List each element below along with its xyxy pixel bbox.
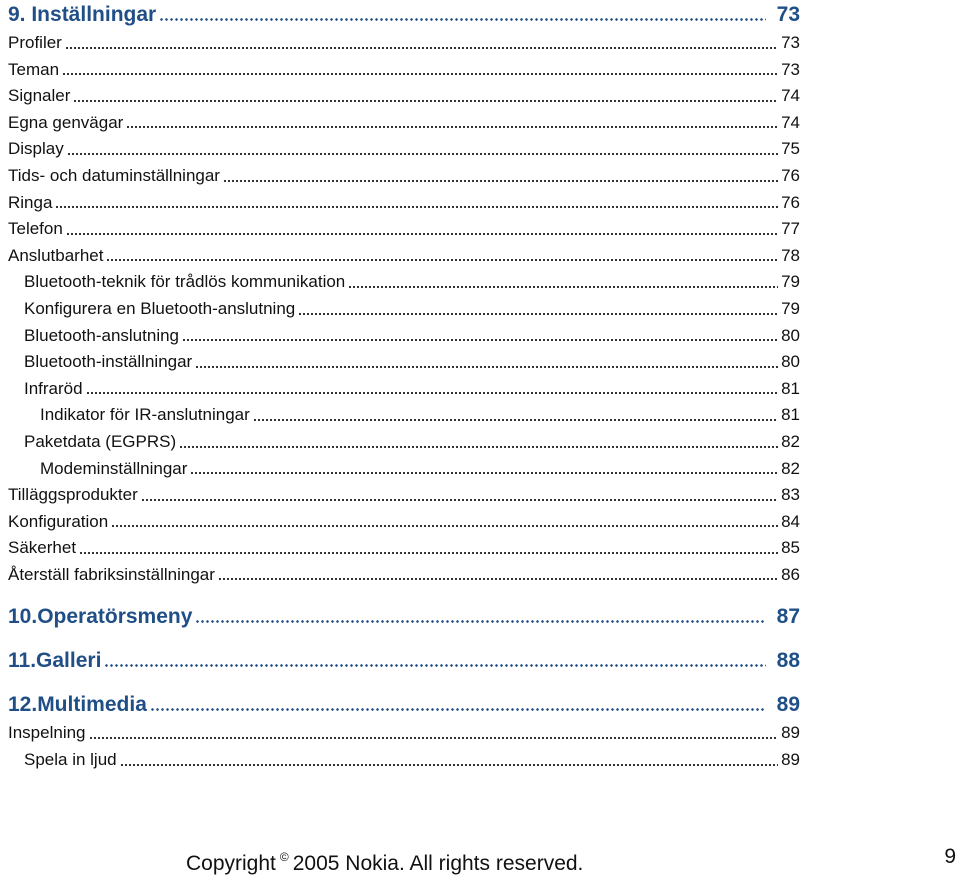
toc-entry[interactable]	[8, 296, 800, 323]
dot-leader	[106, 258, 778, 262]
toc-entry-page: 81	[781, 405, 800, 425]
toc-entry-title: Teman	[8, 59, 60, 79]
toc-entry-title: Tids- och datuminställningar	[8, 165, 220, 185]
toc-entry[interactable]	[8, 323, 800, 350]
toc-entry-page: 75	[781, 139, 800, 159]
toc-entry-title: Bluetooth-teknik för trådlös kommunikation	[24, 272, 346, 292]
toc-entry-page: 88	[776, 649, 800, 673]
dot-leader	[179, 445, 778, 449]
toc-entry-title: 12.Multimedia	[8, 693, 147, 717]
toc-chapter-entry[interactable]	[8, 646, 800, 676]
toc-entry-title: Bluetooth-inställningar	[24, 352, 193, 372]
toc-entry[interactable]	[8, 535, 800, 562]
table-of-contents	[8, 0, 800, 774]
toc-entry-page: 84	[781, 511, 800, 531]
toc-entry[interactable]	[8, 243, 800, 270]
toc-entry-title: 10.Operatörsmeny	[8, 605, 193, 629]
page-number: 9	[944, 845, 956, 868]
toc-entry-page: 89	[781, 750, 800, 770]
toc-entry-title: Egna genvägar	[8, 112, 124, 132]
dot-leader	[195, 619, 765, 624]
toc-entry[interactable]	[8, 456, 800, 483]
toc-entry-page: 73	[781, 33, 800, 52]
toc-entry-page: 79	[781, 298, 800, 318]
dot-leader	[86, 391, 778, 395]
toc-entry-page: 81	[781, 378, 800, 398]
toc-entry-title: Konfiguration	[8, 511, 109, 531]
toc-entry-title: Infraröd	[24, 378, 83, 398]
toc-entry-page: 76	[781, 165, 800, 185]
toc-entry-page: 78	[781, 245, 800, 265]
toc-entry-title: Säkerhet	[8, 538, 77, 558]
toc-entry[interactable]	[8, 562, 800, 589]
toc-entry[interactable]	[8, 216, 800, 243]
dot-leader	[159, 17, 765, 22]
toc-entry-title: Modeminställningar	[40, 458, 188, 478]
toc-entry-title: Display	[8, 139, 64, 159]
dot-leader	[67, 152, 778, 156]
toc-entry[interactable]	[8, 402, 800, 429]
dot-leader	[73, 99, 778, 103]
toc-entry[interactable]	[8, 349, 800, 376]
copyright-symbol: ©	[279, 850, 289, 864]
toc-chapter-entry[interactable]	[8, 0, 800, 30]
dot-leader	[218, 577, 778, 581]
toc-entry-page: 80	[781, 325, 800, 345]
toc-entry-page: 74	[781, 112, 800, 132]
toc-entry[interactable]	[8, 163, 800, 190]
toc-entry-title: Paketdata (EGPRS)	[24, 431, 177, 451]
toc-entry-title: Spela in ljud	[24, 750, 117, 770]
toc-entry-title: Profiler	[8, 33, 62, 52]
toc-entry-page: 86	[781, 564, 800, 584]
toc-entry-title: 11.Galleri	[8, 649, 102, 673]
toc-entry-title: Inspelning	[8, 723, 86, 743]
toc-entry-page: 89	[781, 723, 800, 743]
dot-leader	[141, 498, 778, 502]
dot-leader	[182, 338, 778, 342]
dot-leader	[104, 663, 765, 668]
toc-entry-page: 80	[781, 352, 800, 372]
dot-leader	[66, 232, 778, 236]
toc-entry[interactable]	[8, 429, 800, 456]
toc-entry-title: 9. Inställningar	[8, 3, 157, 26]
dot-leader	[190, 471, 778, 475]
toc-chapter-entry[interactable]	[8, 690, 800, 720]
toc-entry[interactable]	[8, 190, 800, 217]
toc-entry[interactable]	[8, 30, 800, 57]
dot-leader	[89, 736, 779, 740]
dot-leader	[65, 46, 778, 50]
toc-entry[interactable]	[8, 747, 800, 774]
dot-leader	[126, 125, 778, 129]
toc-entry-page: 82	[781, 431, 800, 451]
dot-leader	[79, 551, 778, 555]
toc-chapter-entry[interactable]	[8, 602, 800, 632]
copyright-text: 2005 Nokia. All rights reserved.	[292, 852, 584, 875]
toc-entry[interactable]	[8, 509, 800, 536]
toc-entry-title: Bluetooth-anslutning	[24, 325, 180, 345]
toc-entry-title: Ringa	[8, 192, 53, 212]
toc-entry-title: Indikator för IR-anslutningar	[40, 405, 250, 425]
toc-entry-page: 73	[781, 59, 800, 79]
toc-entry[interactable]	[8, 376, 800, 403]
toc-entry-title: Tilläggsprodukter	[8, 485, 138, 505]
toc-entry-title: Återställ fabriksinställningar	[8, 564, 215, 584]
toc-entry[interactable]	[8, 720, 800, 747]
toc-entry[interactable]	[8, 136, 800, 163]
dot-leader	[223, 179, 778, 183]
toc-entry[interactable]	[8, 83, 800, 110]
toc-entry-title: Telefon	[8, 219, 63, 239]
toc-entry-page: 79	[781, 272, 800, 292]
toc-entry[interactable]	[8, 110, 800, 137]
toc-entry-page: 77	[781, 219, 800, 239]
toc-entry-page: 83	[781, 485, 800, 505]
dot-leader	[62, 72, 778, 76]
dot-leader	[253, 418, 778, 422]
toc-entry[interactable]	[8, 482, 800, 509]
toc-entry-page: 87	[776, 605, 800, 629]
toc-entry-page: 73	[776, 3, 800, 26]
toc-entry-page: 85	[781, 538, 800, 558]
toc-entry-page: 76	[781, 192, 800, 212]
dot-leader	[195, 365, 778, 369]
dot-leader	[298, 312, 778, 316]
dot-leader	[348, 285, 778, 289]
toc-entry[interactable]	[8, 57, 800, 84]
copyright-footer	[186, 843, 583, 878]
copyright-prefix: Copyright	[186, 852, 276, 875]
toc-entry-page: 82	[781, 458, 800, 478]
toc-entry-title: Anslutbarhet	[8, 245, 104, 265]
toc-entry-page: 74	[781, 86, 800, 106]
dot-leader	[150, 707, 766, 712]
toc-entry[interactable]	[8, 269, 800, 296]
toc-entry-page: 89	[776, 693, 800, 717]
dot-leader	[111, 524, 778, 528]
dot-leader	[55, 205, 778, 209]
toc-entry-title: Signaler	[8, 86, 71, 106]
dot-leader	[120, 763, 778, 767]
toc-entry-title: Konfigurera en Bluetooth-anslutning	[24, 298, 296, 318]
